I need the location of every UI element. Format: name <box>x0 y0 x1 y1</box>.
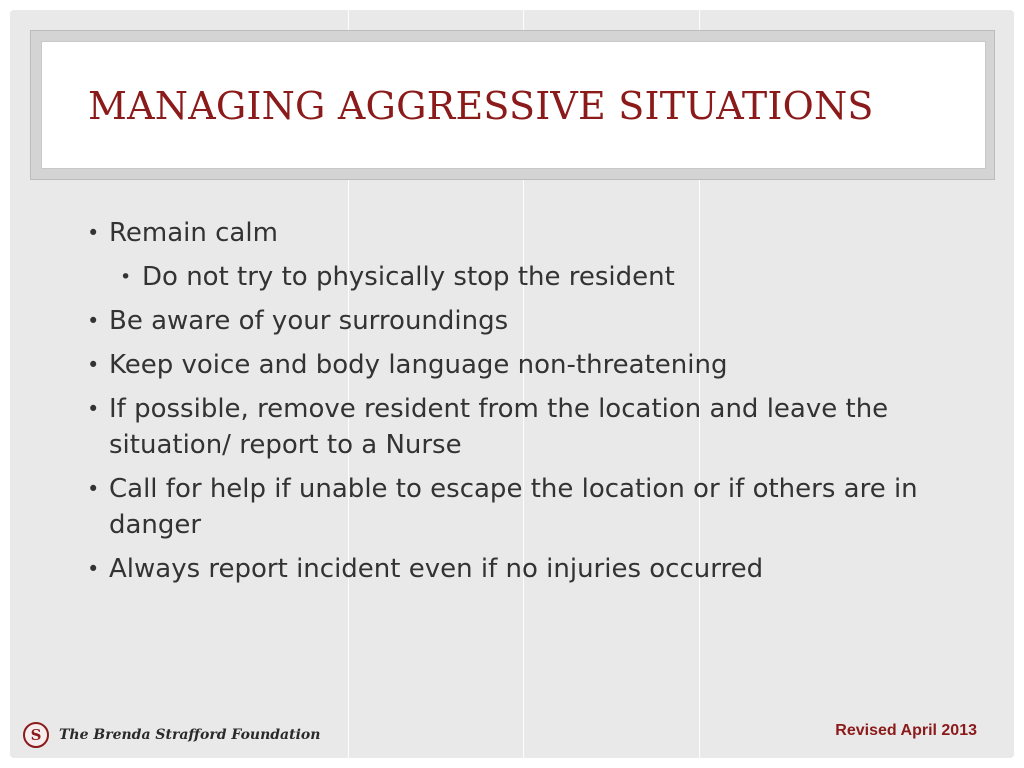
revised-date: Revised April 2013 <box>835 722 977 739</box>
bullet-item <box>82 347 962 383</box>
foundation-name: The Brenda Strafford Foundation <box>59 727 321 743</box>
slide <box>10 10 1014 758</box>
bullet-text: If possible, remove resident from the location and leave the situation/ report to a Nurse <box>109 394 889 460</box>
bullet-text: Be aware of your surroundings <box>109 306 509 336</box>
foundation-seal-icon: S <box>23 722 49 748</box>
bullet-text: Do not try to physically stop the resident <box>142 262 675 292</box>
bullet-text: Keep voice and body language non-threatening <box>109 350 728 380</box>
bullet-item <box>82 391 962 463</box>
bullet-text: Always report incident even if no injuries occurred <box>109 554 764 584</box>
sub-bullet-item <box>82 259 962 295</box>
foundation-logo <box>23 722 320 748</box>
bullet-item <box>82 551 962 587</box>
bullet-item <box>82 215 962 251</box>
bullet-item <box>82 471 962 543</box>
title-frame <box>30 30 995 180</box>
bullet-text: Call for help if unable to escape the location or if others are in danger <box>109 474 918 540</box>
bullet-item <box>82 303 962 339</box>
bullet-list <box>82 215 962 595</box>
bullet-text: Remain calm <box>109 218 278 248</box>
slide-title: MANAGING AGGRESSIVE SITUATIONS <box>88 84 874 128</box>
title-box <box>41 41 986 169</box>
